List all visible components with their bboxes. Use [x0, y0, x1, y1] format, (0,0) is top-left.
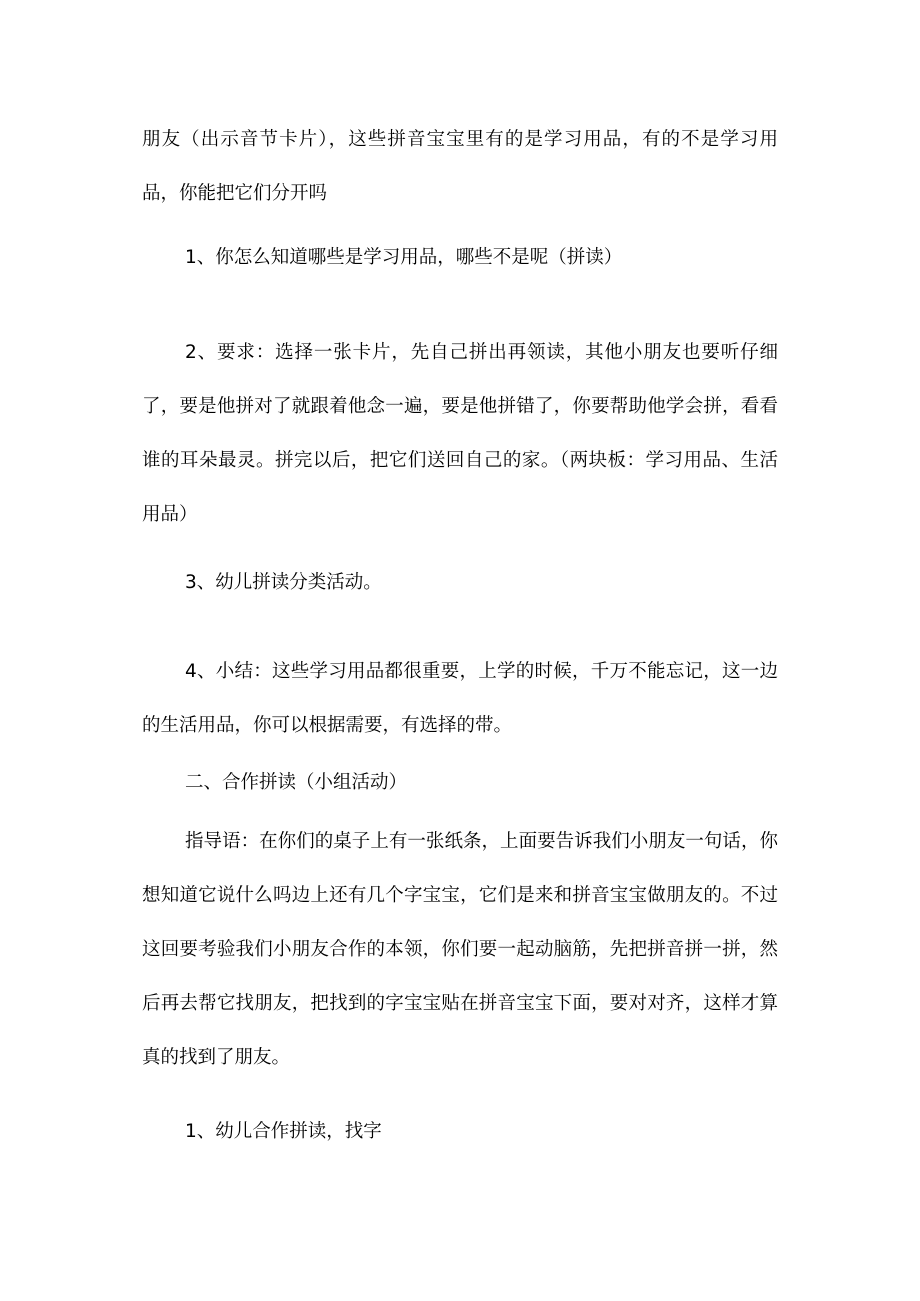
paragraph-intro-continued: 朋友（出示音节卡片），这些拼音宝宝里有的是学习用品，有的不是学习用品，你能把它们分开吗: [142, 129, 778, 204]
paragraph-step-1: 1、你怎么知道哪些是学习用品，哪些不是呢（拼读）: [185, 247, 623, 268]
section-heading: 二、合作拼读（小组活动）: [185, 772, 408, 793]
paragraph-step-2: 2、要求：选择一张卡片，先自己拼出再领读，其他小朋友也要听仔细了，要是他拼对了就跟着他念一遍，要是他拼错了，你要帮助他学会拼，看看谁的耳朵最灵。拼完以后，把它们送回自己的家。（两块板：学习用品、生活用品）: [142, 342, 778, 525]
paragraph-section-2-step-1: 1、幼儿合作拼读，找字: [185, 1121, 382, 1142]
paragraph-guidance: 指导语：在你们的桌子上有一张纸条，上面要告诉我们小朋友一句话，你想知道它说什么吗边上还有几个字宝宝，它们是来和拼音宝宝做朋友的。不过这回要考验我们小朋友合作的本领，你们要一起动脑筋，先把拼音拼一拼，然后再去帮它找朋友，把找到的字宝宝贴在拼音宝宝下面，要对对齐，这样才算真的找到了朋友。: [142, 831, 778, 1068]
paragraph-step-4: 4、小结：这些学习用品都很重要，上学的时候，千万不能忘记，这一边的生活用品，你可以根据需要，有选择的带。: [142, 661, 778, 736]
paragraph-step-3: 3、幼儿拼读分类活动。: [185, 572, 382, 593]
